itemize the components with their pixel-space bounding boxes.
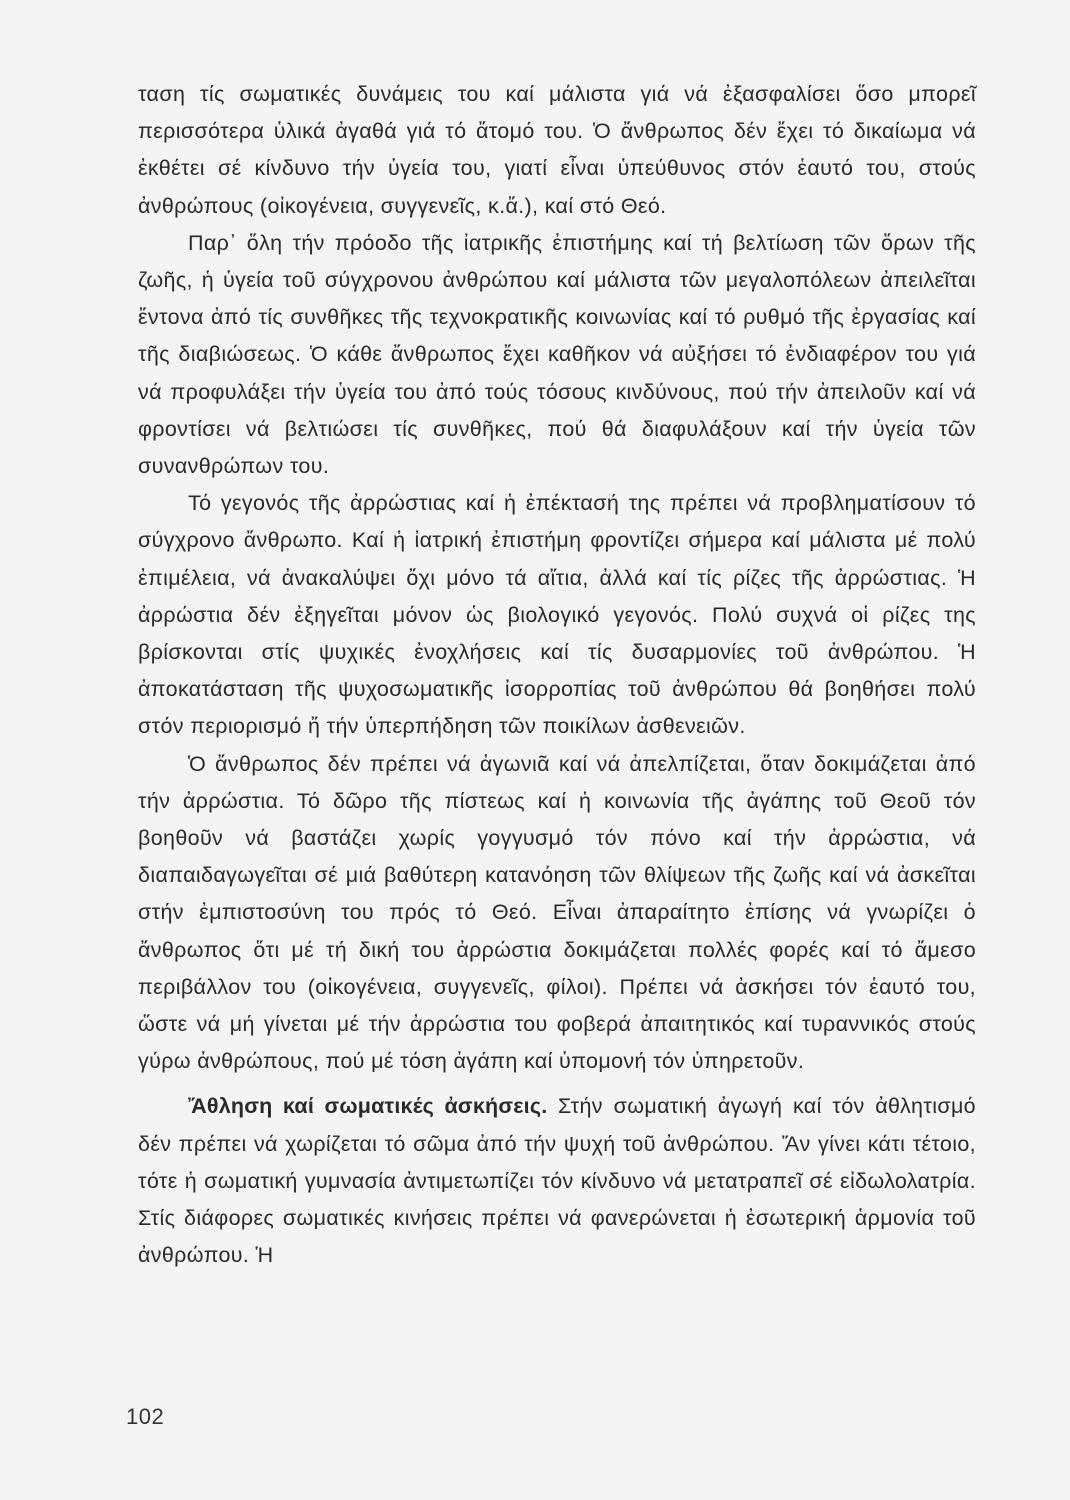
paragraph-4: Ὁ ἄνθρωπος δέν πρέπει νά ἀγωνιᾶ καί νά ἀπελπίζεται, ὅταν δοκιμάζεται ἀπό τήν ἀρρώστια. Τό δῶρο τῆς πίστεως καί ἡ κοινωνία τῆς ἀγάπης τοῦ Θεοῦ τόν βοηθοῦν νά βαστάζει χωρίς γογγυσμό τόν πόνο καί τήν ἀρρώστια, νά διαπαιδαγωγεῖται σέ μιά βαθύτερη κατανόηση τῶν θλίψεων τῆς ζωῆς καί νά ἀσκεῖται στήν ἐμπιστοσύνη του πρός τό Θεό. Εἶναι ἀπαραίτητο ἐπίσης νά γνωρίζει ὁ ἄνθρωπος ὅτι μέ τή δική του ἀρρώστια δοκιμάζεται πολλές φορές καί τό ἄμεσο περιβάλλον του (οἰκογένεια, συγγενεῖς, φίλοι). Πρέπει νά ἀσκήσει τόν ἑαυτό του, ὥστε νά μή γίνεται μέ τήν ἀρρώστια του φοβερά ἀπαιτητικός καί τυραννικός στούς γύρω ἀνθρώπους, πού μέ τόση ἀγάπη καί ὑπομονή τόν ὑπηρετοῦν. <box>138 751 976 1074</box>
paragraph-5 <box>138 1088 976 1274</box>
page-number: 102 <box>126 1404 165 1429</box>
paragraph-1: ταση τίς σωματικές δυνάμεις του καί μάλιστα γιά νά ἐξασφαλίσει ὅσο μπορεῖ περισσότερα ὑλικά ἀγαθά γιά τό ἄτομό του. Ὁ ἄνθρωπος δέν ἔχει τό δικαίωμα νά ἐκθέτει σέ κίνδυνο τήν ὑγεία του, γιατί εἶναι ὑπεύθυνος στόν ἑαυτό του, στούς ἀνθρώπους (οἰκογένεια, συγγενεῖς, κ.ἄ.), καί στό Θεό. <box>138 82 976 218</box>
paragraph-3: Τό γεγονός τῆς ἀρρώστιας καί ἡ ἐπέκτασή της πρέπει νά προβληματίσουν τό σύγχρονο ἄνθρωπο. Καί ἡ ἰατρική ἐπιστήμη φροντίζει σήμερα καί μάλιστα μέ πολύ ἐπιμέλεια, νά ἀνακαλύψει ὄχι μόνο τά αἴτια, ἀλλά καί τίς ρίζες τῆς ἀρρώστιας. Ἡ ἀρρώστια δέν ἐξηγεῖται μόνον ὡς βιολογικό γεγονός. Πολύ συχνά οἱ ρίζες της βρίσκονται στίς ψυχικές ἐνοχλήσεις καί τίς δυσαρμονίες τοῦ ἀνθρώπου. Ἡ ἀποκατάσταση τῆς ψυχοσωματικῆς ἰσορροπίας τοῦ ἀνθρώπου θά βοηθήσει πολύ στόν περιορισμό ἤ τήν ὑπερπήδηση τῶν ποικίλων ἀσθενειῶν. <box>138 491 976 739</box>
section-heading: Ἄθληση καί σωματικές ἀσκήσεις. <box>188 1094 548 1119</box>
body-text <box>138 76 976 1275</box>
paragraph-5-body: Στήν σωματική ἀγωγή καί τόν ἀθλητισμό δέν πρέπει νά χωρίζεται τό σῶμα ἀπό τήν ψυχή τοῦ ἀνθρώπου. Ἄν γίνει κάτι τέτοιο, τότε ἡ σωματική γυμνασία ἀντιμετωπίζει τόν κίνδυνο νά μετατραπεῖ σέ εἰδωλολατρία. Στίς διάφορες σωματικές κινήσεις πρέπει νά φανερώνεται ἡ ἐσωτερική ἁρμονία τοῦ ἀνθρώπου. Ἡ <box>138 1094 976 1268</box>
paragraph-2: Παρ᾽ ὅλη τήν πρόοδο τῆς ἰατρικῆς ἐπιστήμης καί τή βελτίωση τῶν ὅρων τῆς ζωῆς, ἡ ὑγεία τοῦ σύγχρονου ἀνθρώπου καί μάλιστα τῶν μεγαλοπόλεων ἀπειλεῖται ἔντονα ἀπό τίς συνθῆκες τῆς τεχνοκρατικῆς κοινωνίας καί τό ρυθμό τῆς ἐργασίας καί τῆς διαβιώσεως. Ὁ κάθε ἄνθρωπος ἔχει καθῆκον νά αὐξήσει τό ἐνδιαφέρον του γιά νά προφυλάξει τήν ὑγεία του ἀπό τούς τόσους κινδύνους, πού τήν ἀπειλοῦν καί νά φροντίσει νά βελτιώσει τίς συνθῆκες, πού θά διαφυλάξουν καί τήν ὑγεία τῶν συνανθρώπων του. <box>138 230 976 479</box>
